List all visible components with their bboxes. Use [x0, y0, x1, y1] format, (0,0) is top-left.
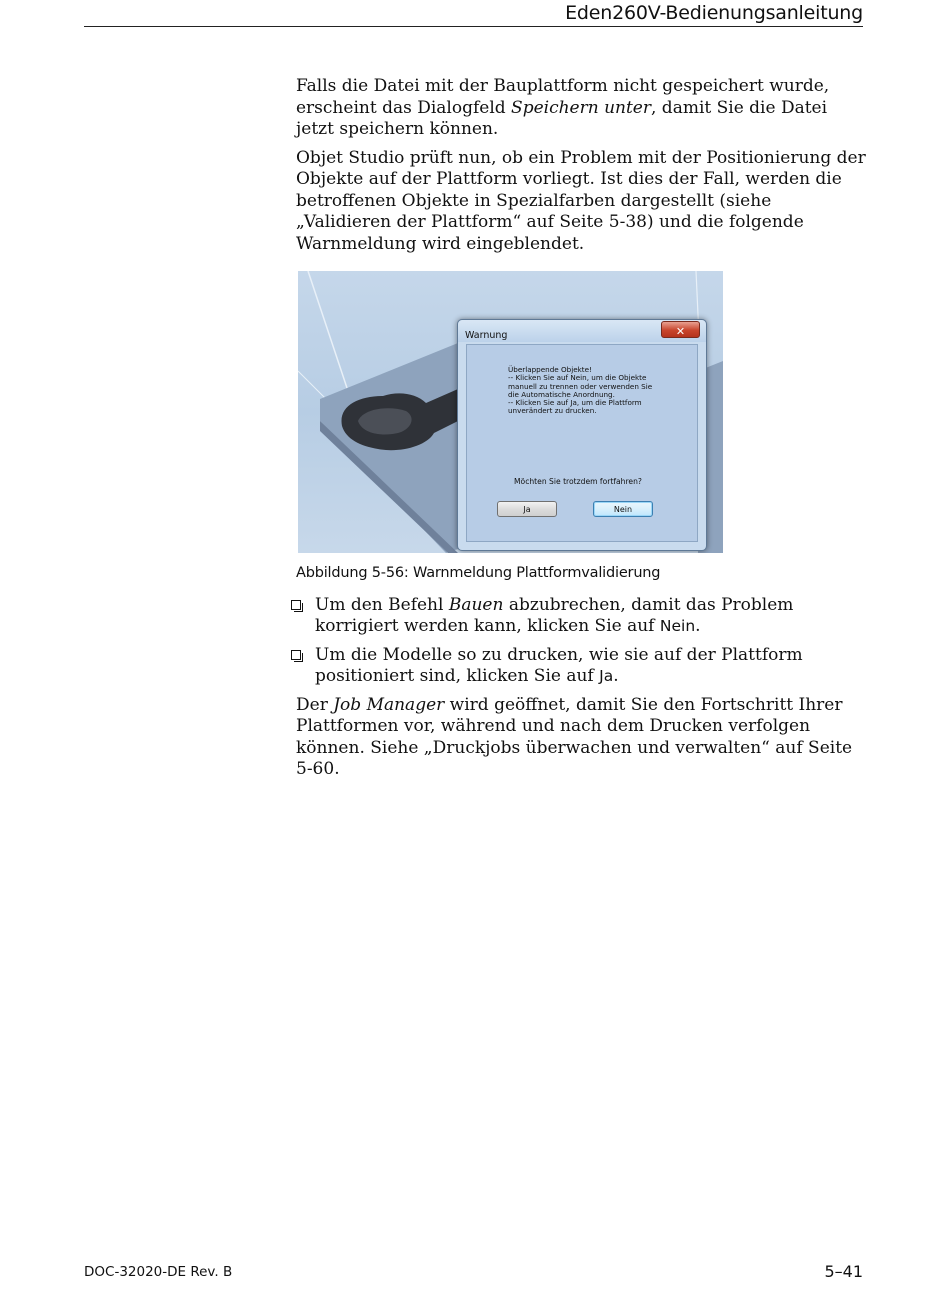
term-bauen: Bauen [448, 594, 504, 615]
message-line: unverändert zu drucken. [508, 406, 597, 416]
close-button[interactable] [661, 321, 700, 338]
dialog-body [466, 344, 698, 542]
warning-dialog [457, 319, 707, 551]
term-ja: Ja [599, 667, 614, 685]
dialog-titlebar [458, 320, 706, 342]
term-job-manager: Job Manager [333, 694, 445, 715]
header-rule [84, 26, 863, 27]
figure-screenshot [298, 271, 723, 553]
dialog-title: Warnung [465, 330, 508, 341]
paragraph-validation: Objet Studio prüft nun, ob ein Problem mit der Positionierung der Objekte auf der Plattform vorliegt. Ist dies der Fall, werden die betroffenen Objekte in Spezialfarben dargestellt (siehe „Validieren der Plattform“ auf Seite 5-38) und die folgende Warnmeldung wird eingeblendet. [296, 147, 866, 254]
no-button[interactable]: Nein [593, 501, 653, 517]
checkbox-bullet-icon [291, 600, 301, 610]
term-speichern-unter: Speichern unter [511, 97, 651, 118]
message-line: -- Klicken Sie auf Ja, um die Plattform [508, 398, 642, 408]
footer-doc-id: DOC-32020-DE Rev. B [84, 1264, 233, 1280]
message-line: die Automatische Anordnung. [508, 389, 615, 399]
option-list [296, 595, 868, 688]
header-title: Eden260V-Bedienungsanleitung [565, 2, 863, 24]
list-item: Um den Befehl Bauen abzubrechen, damit das Problem korrigiert werden kann, klicken Sie auf Nein. [296, 595, 868, 638]
list-item: Um die Modelle so zu drucken, wie sie auf der Plattform positioniert sind, klicken Sie auf Ja. [296, 645, 868, 688]
dialog-message [508, 366, 678, 416]
paragraph-job-manager: Der Job Manager wird geöffnet, damit Sie den Fortschritt Ihrer Plattformen vor, während und nach dem Drucken verfolgen können. Siehe „Druckjobs überwachen und verwalten“ auf Seite 5-60. [296, 694, 853, 779]
yes-button[interactable]: Ja [497, 501, 557, 517]
message-line: manuell zu trennen oder verwenden Sie [508, 381, 653, 391]
dialog-question: Möchten Sie trotzdem fortfahren? [514, 477, 642, 486]
close-icon: ✕ [675, 325, 686, 338]
message-line: Überlappende Objekte! [508, 365, 592, 374]
footer-page-number: 5–41 [824, 1262, 863, 1281]
paragraph-save-as: Falls die Datei mit der Bauplattform nicht gespeichert wurde, erscheint das Dialogfeld Speichern unter, damit Sie die Datei jetzt speichern können. [296, 76, 830, 139]
term-nein: Nein [659, 617, 696, 635]
checkbox-bullet-icon [291, 650, 301, 660]
message-line: -- Klicken Sie auf Nein, um die Objekte [508, 373, 647, 383]
figure-caption: Abbildung 5-56: Warnmeldung Plattformvalidierung [296, 565, 661, 581]
main-content [296, 76, 868, 788]
